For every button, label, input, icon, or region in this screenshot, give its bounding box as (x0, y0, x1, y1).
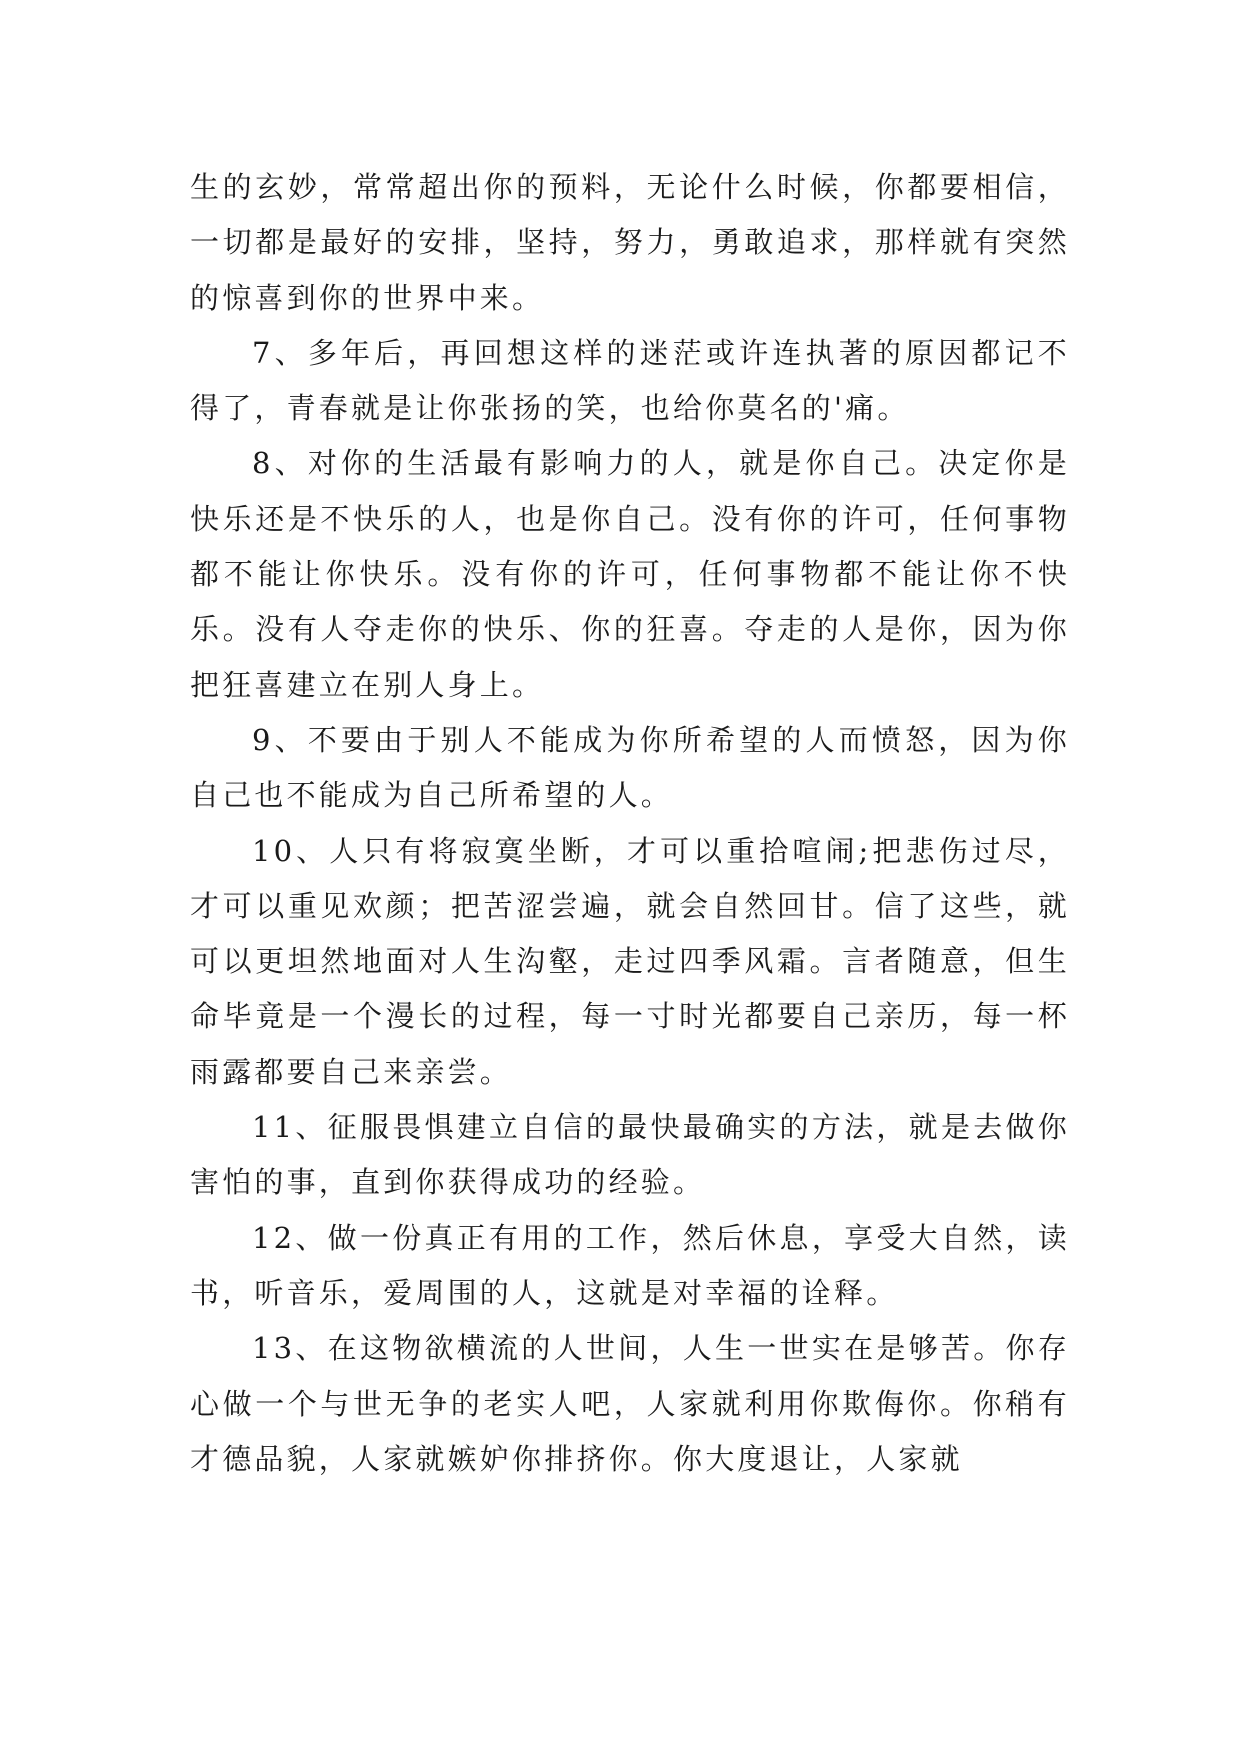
paragraph-8: 8、对你的生活最有影响力的人，就是你自己。决定你是快乐还是不快乐的人，也是你自己。没有你的许可，任何事物都不能让你快乐。没有你的许可，任何事物都不能让你不快乐。没有人夺走你的快乐、你的狂喜。夺走的人是你，因为你把狂喜建立在别人身上。 (190, 446, 1070, 702)
paragraph-10: 10、人只有将寂寞坐断，才可以重拾喧闹;把悲伤过尽，才可以重见欢颜；把苦涩尝遍，就会自然回甘。信了这些，就可以更坦然地面对人生沟壑，走过四季风霜。言者随意，但生命毕竟是一个漫长的过程，每一寸时光都要自己亲历，每一杯雨露都要自己来亲尝。 (190, 833, 1070, 1089)
paragraph-9: 9、不要由于别人不能成为你所希望的人而愤怒，因为你自己也不能成为自己所希望的人。 (190, 722, 1070, 813)
paragraph-continued: 生的玄妙，常常超出你的预料，无论什么时候，你都要相信，一切都是最好的安排，坚持，努力，勇敢追求，那样就有突然的惊喜到你的世界中来。 (190, 170, 1070, 315)
paragraph-13: 13、在这物欲横流的人世间，人生一世实在是够苦。你存心做一个与世无争的老实人吧，人家就利用你欺侮你。你稍有才德品貌，人家就嫉妒你排挤你。你大度退让，人家就 (190, 1331, 1070, 1476)
paragraph-12: 12、做一份真正有用的工作，然后休息，享受大自然，读书，听音乐，爱周围的人，这就是对幸福的诠释。 (190, 1220, 1070, 1310)
paragraph-11: 11、征服畏惧建立自信的最快最确实的方法，就是去做你害怕的事，直到你获得成功的经验。 (190, 1110, 1070, 1200)
document-body (190, 160, 1070, 1487)
paragraph-7: 7、多年后，再回想这样的迷茫或许连执著的原因都记不得了，青春就是让你张扬的笑，也给你莫名的'痛。 (190, 335, 1070, 426)
